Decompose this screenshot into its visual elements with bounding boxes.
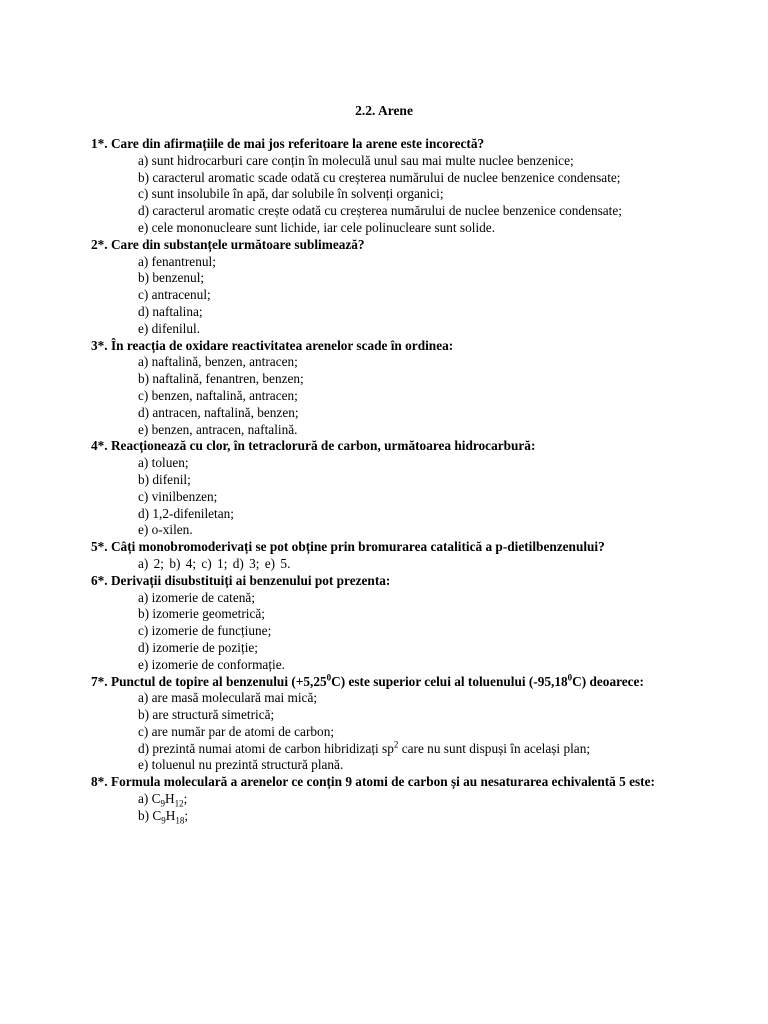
option-d: d) caracterul aromatic crește odată cu creșterea numărului de nuclee benzenice condensate;: [138, 203, 622, 219]
option-e: e) cele mononucleare sunt lichide, iar cele polinucleare sunt solide.: [138, 219, 496, 235]
option-b: b) izomerie geometrică;: [138, 606, 265, 622]
option-b: b) difenil;: [138, 471, 191, 487]
question-number: 8*.: [91, 774, 108, 790]
formula-part: a) C: [138, 791, 161, 807]
option-e: e) o-xilen.: [138, 522, 193, 538]
subscript: 9: [161, 815, 166, 826]
option-e: e) difenilul.: [138, 320, 201, 336]
question-5: [91, 539, 677, 556]
option-a: a) izomerie de catenă;: [138, 589, 256, 605]
question-number: 5*.: [91, 539, 108, 555]
question-number: 4*.: [91, 438, 108, 454]
question-text-part: C) deoarece:: [572, 673, 644, 689]
question-2: [91, 237, 677, 254]
option-b: b) benzenul;: [138, 270, 205, 286]
question-text: Formula moleculară a arenelor ce conțin 9 atomi de carbon și au nesaturarea echivalentă 5 este:: [110, 774, 655, 790]
hybridization-superscript: 2: [393, 739, 399, 750]
question-text-part: Punctul de topire al benzenului (+5,25: [110, 673, 327, 689]
question-text: În reacția de oxidare reactivitatea arenelor scade în ordinea:: [110, 337, 454, 353]
option-text-part: d) prezintă numai atomi de carbon hibridizați sp: [138, 740, 394, 756]
option-c: c) vinilbenzen;: [138, 488, 218, 504]
degree-superscript: 0: [567, 672, 573, 683]
option-a: a) toluen;: [138, 455, 189, 471]
option-d: [91, 741, 677, 758]
option-d: d) izomerie de poziție;: [138, 639, 258, 655]
option-b: b) naftalină, fenantren, benzen;: [138, 371, 304, 387]
question-7: [91, 674, 677, 691]
question-8: [91, 774, 677, 791]
options-inline: a) 2; b) 4; c) 1; d) 3; e) 5.: [138, 555, 291, 571]
question-text-part: C) este superior celui al toluenului (-95,18: [331, 673, 568, 689]
option-c: c) antracenul;: [138, 287, 211, 303]
option-c: c) izomerie de funcțiune;: [138, 623, 272, 639]
option-a: a) naftalină, benzen, antracen;: [138, 354, 298, 370]
option-c: c) sunt insolubile în apă, dar solubile în solvenți organici;: [138, 186, 444, 202]
question-text: Care din afirmațiile de mai jos referitoare la arene este incorectă?: [110, 136, 485, 151]
question-3: [91, 338, 677, 355]
subscript: 9: [160, 798, 166, 809]
formula-part: ;: [183, 791, 188, 807]
question-number: 3*.: [91, 337, 108, 353]
subscript: 18: [175, 815, 185, 826]
option-b: [91, 808, 677, 825]
question-number: 7*.: [91, 673, 108, 689]
option-d: d) antracen, naftalină, benzen;: [138, 404, 299, 420]
option-e: e) izomerie de conformație.: [138, 656, 285, 672]
question-number: 1*.: [91, 136, 108, 151]
option-d: d) naftalina;: [138, 303, 203, 319]
formula-part: b) C: [138, 807, 162, 823]
option-d: d) 1,2-difeniletan;: [138, 505, 234, 521]
formula-part: H: [165, 807, 176, 823]
page-title: 2.2. Arene: [355, 103, 413, 118]
question-6: [91, 573, 677, 590]
formula-part: ;: [184, 807, 189, 823]
question-number: 6*.: [91, 572, 108, 588]
question-4: [91, 438, 677, 455]
option-e: e) toluenul nu prezintă structură plană.: [138, 757, 344, 773]
option-b: b) caracterul aromatic scade odată cu creșterea numărului de nuclee benzenice condensate;: [138, 169, 621, 185]
degree-superscript: 0: [326, 672, 332, 683]
question-list: [91, 136, 677, 825]
option-a: a) sunt hidrocarburi care conțin în moleculă unul sau mai multe nuclee benzenice;: [138, 152, 574, 168]
option-c: c) are număr par de atomi de carbon;: [138, 723, 335, 739]
formula-part: H: [165, 791, 175, 807]
option-a: [91, 791, 677, 808]
subscript: 12: [174, 798, 184, 809]
question-text: Derivații disubstituiți ai benzenului pot prezenta:: [110, 572, 391, 588]
question-text: Care din substanțele următoare sublimează?: [110, 236, 365, 252]
question-text: Reacționează cu clor, în tetraclorură de carbon, următoarea hidrocarbură:: [110, 438, 536, 454]
question-number: 2*.: [91, 236, 108, 252]
question-1: [91, 136, 677, 153]
option-a: a) fenantrenul;: [138, 253, 216, 269]
question-text: Câți monobromoderivați se pot obține prin bromurarea catalitică a p-dietilbenzenului?: [110, 539, 605, 555]
option-text-part: care nu sunt dispuși în același plan;: [398, 740, 591, 756]
option-b: b) are structură simetrică;: [138, 707, 275, 723]
option-a: a) are masă moleculară mai mică;: [138, 690, 318, 706]
option-e: e) benzen, antracen, naftalină.: [138, 421, 298, 437]
option-c: c) benzen, naftalină, antracen;: [138, 387, 298, 403]
